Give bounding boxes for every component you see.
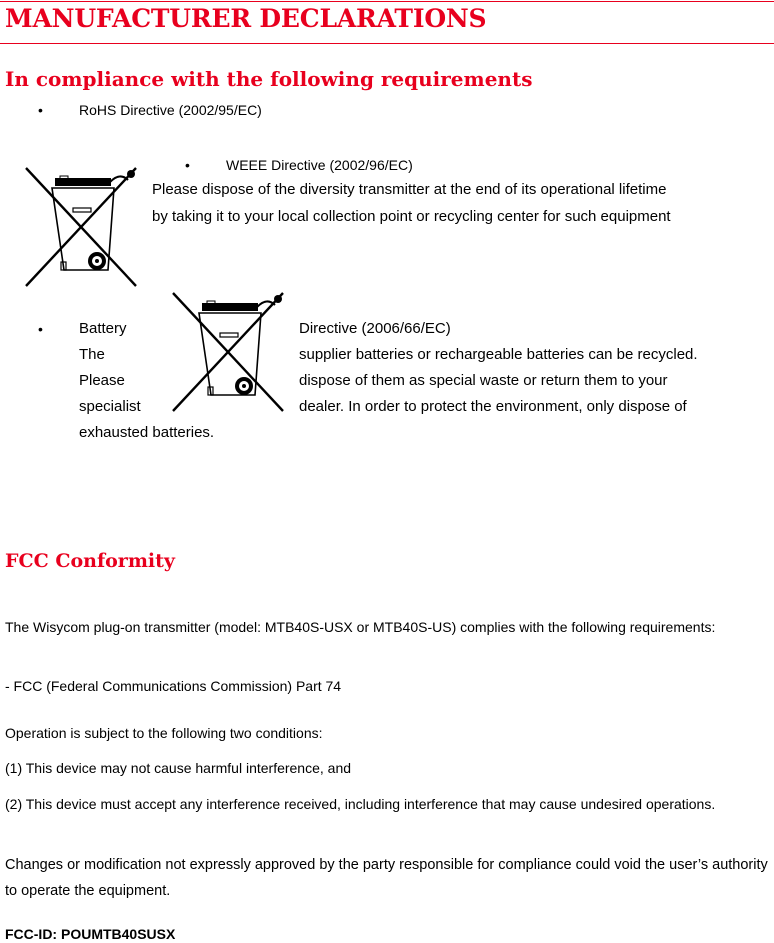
weee-directive: WEEE Directive (2002/96/EC) (226, 157, 413, 173)
battery-left-word-3: Please (79, 372, 125, 389)
battery-left-word-4: specialist (79, 398, 141, 415)
battery-left-word-2: The (79, 346, 105, 363)
weee-bin-icon (24, 166, 138, 288)
fcc-part-74: - FCC (Federal Communications Commission) Part 74 (5, 678, 342, 694)
fcc-condition-2: (2) This device must accept any interference received, including interference that may cause undesired operations. (5, 796, 716, 812)
battery-bullet: • (38, 321, 43, 337)
battery-right-line-1: Directive (2006/66/EC) (299, 320, 451, 337)
rohs-directive: RoHS Directive (2002/95/EC) (79, 102, 262, 118)
battery-left-word-1: Battery (79, 320, 127, 337)
rohs-bullet: • (38, 102, 43, 118)
battery-right-line-2: supplier batteries or rechargeable batteries can be recycled. (299, 346, 698, 363)
fcc-condition-1: (1) This device may not cause harmful interference, and (5, 760, 352, 776)
battery-last-line: exhausted batteries. (79, 424, 215, 441)
weee-bullet: • (185, 157, 190, 173)
title-underline (0, 43, 774, 44)
compliance-heading: In compliance with the following requirements (5, 67, 533, 91)
fcc-id: FCC-ID: POUMTB40SUSX (5, 926, 176, 942)
weee-text-line-2: by taking it to your local collection point or recycling center for such equipment (152, 208, 671, 225)
fcc-intro-paragraph: The Wisycom plug-on transmitter (model: MTB40S-USX or MTB40S-US) complies with the following requirements: (5, 619, 716, 635)
battery-bin-icon (171, 291, 285, 413)
page-title: MANUFACTURER DECLARATIONS (5, 4, 487, 33)
battery-right-line-3: dispose of them as special waste or return them to your (299, 372, 668, 389)
battery-right-line-4: dealer. In order to protect the environment, only dispose of (299, 398, 687, 415)
weee-text-line-1: Please dispose of the diversity transmitter at the end of its operational lifetime (152, 181, 667, 198)
fcc-heading: FCC Conformity (5, 550, 175, 572)
top-rule (0, 1, 774, 2)
fcc-conditions-intro: Operation is subject to the following two conditions: (5, 725, 323, 741)
fcc-changes-paragraph: Changes or modification not expressly approved by the party responsible for compliance could void the user’s authority to operate the equipment. (5, 857, 768, 899)
